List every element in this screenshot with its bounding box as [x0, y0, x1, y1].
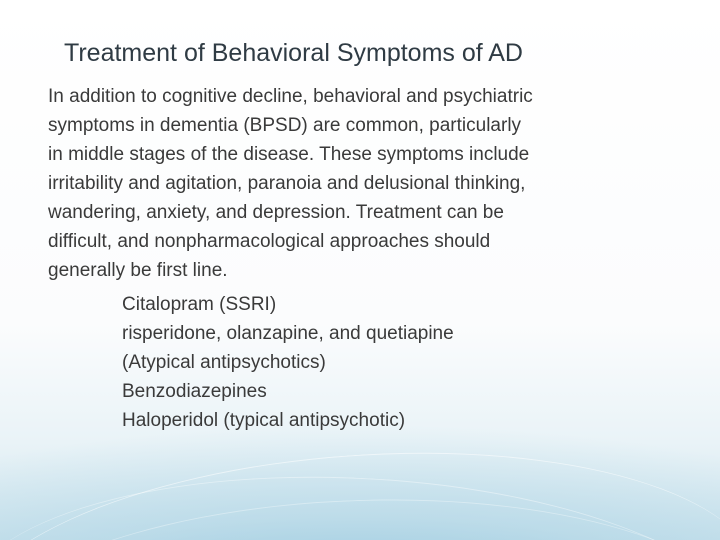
treatment-item-atypicals: risperidone, olanzapine, and quetiapine — [122, 323, 454, 344]
intro-line: symptoms in dementia (BPSD) are common, particularly — [48, 115, 522, 136]
intro-line: wandering, anxiety, and depression. Treatment can be — [48, 202, 504, 223]
treatment-item-atypicals-note: (Atypical antipsychotics) — [122, 352, 326, 373]
intro-line: In addition to cognitive decline, behavioral and psychiatric — [48, 86, 533, 107]
treatment-item-haloperidol: Haloperidol (typical antipsychotic) — [122, 410, 406, 431]
slide-title: Treatment of Behavioral Symptoms of AD — [64, 39, 523, 67]
treatment-item-citalopram: Citalopram (SSRI) — [122, 294, 277, 315]
treatment-list — [122, 290, 682, 435]
intro-line: generally be first line. — [48, 260, 228, 281]
intro-line: irritability and agitation, paranoia and delusional thinking, — [48, 173, 526, 194]
intro-line: difficult, and nonpharmacological approaches should — [48, 231, 491, 252]
intro-line: in middle stages of the disease. These symptoms include — [48, 144, 530, 165]
intro-paragraph — [48, 82, 678, 285]
treatment-item-benzodiazepines: Benzodiazepines — [122, 381, 267, 402]
